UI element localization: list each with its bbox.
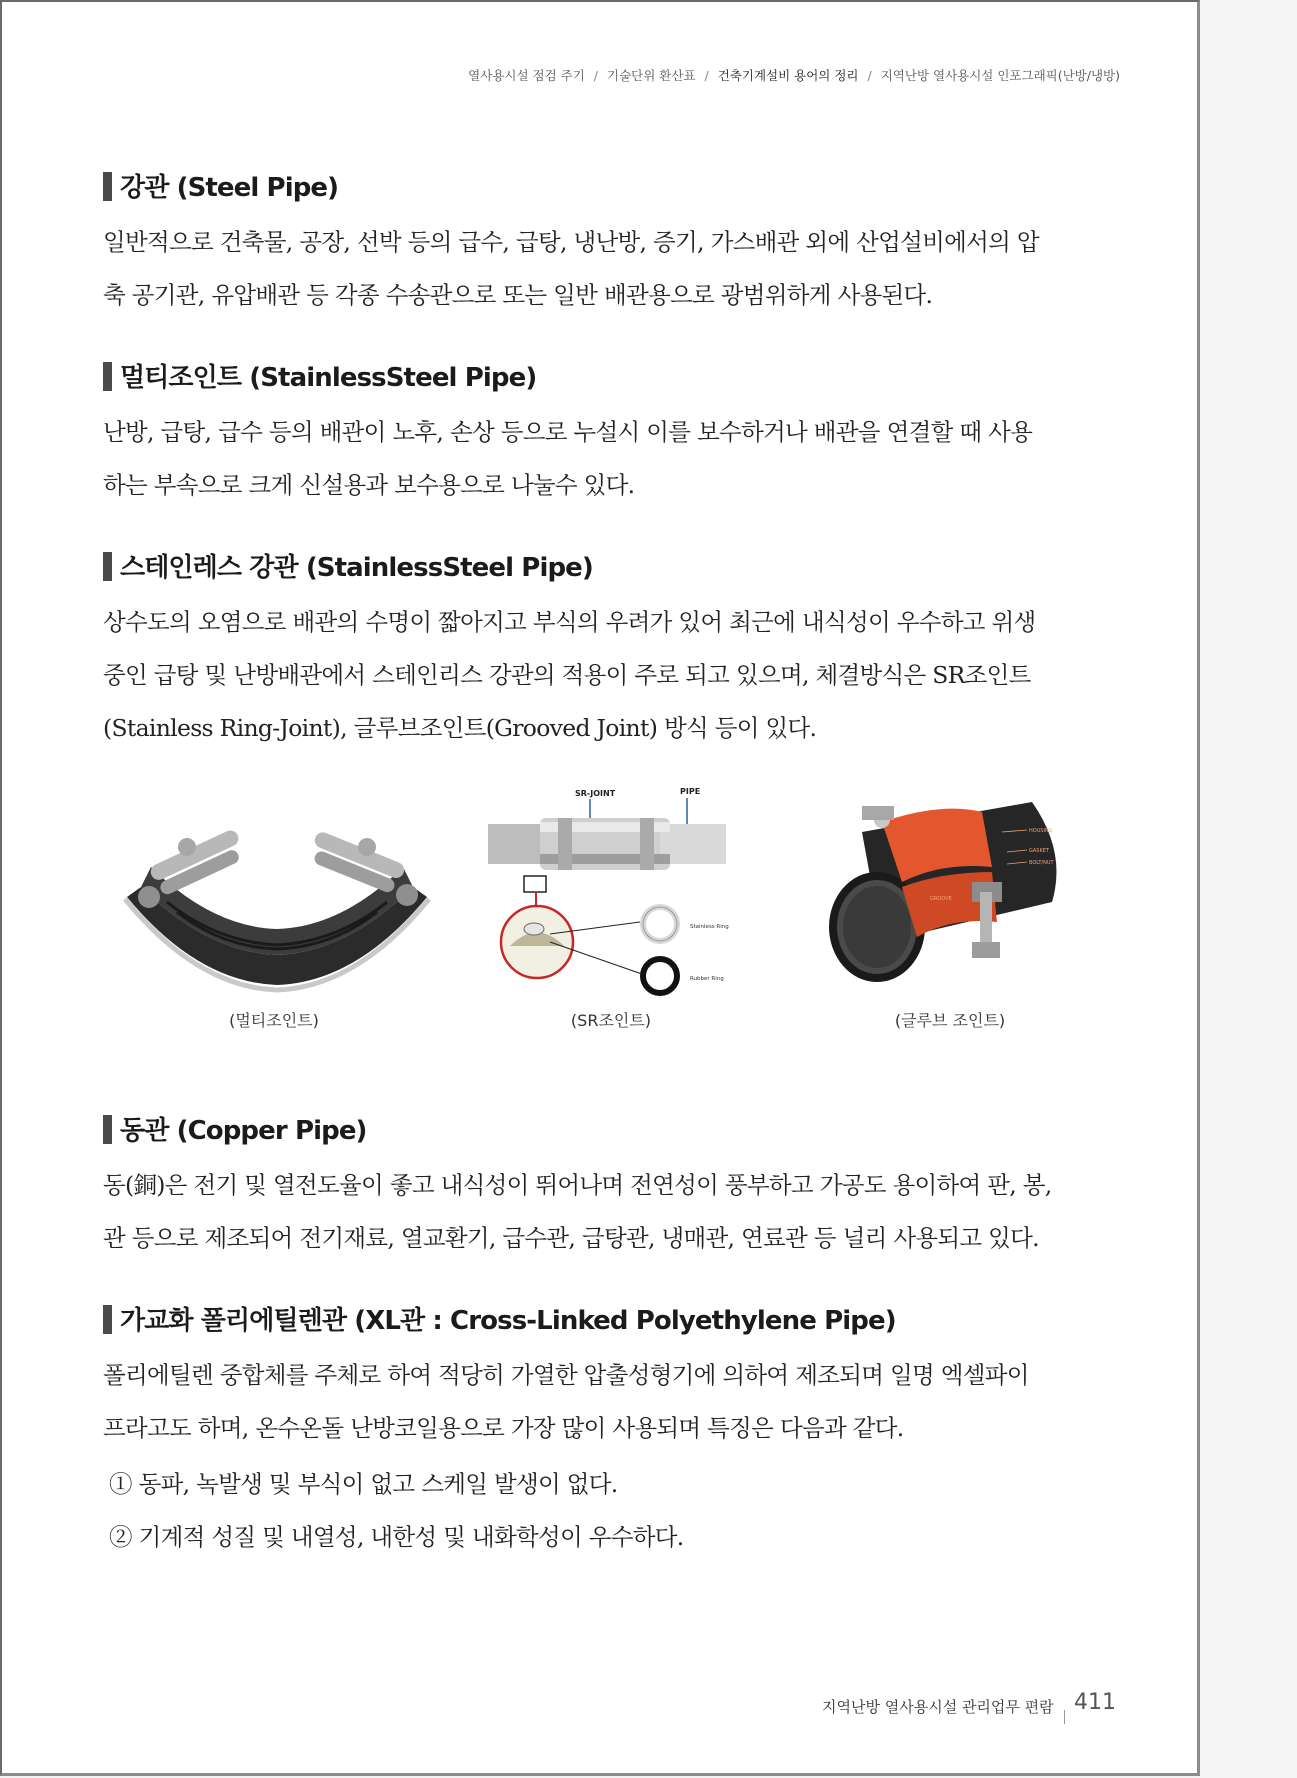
body-line: 하는 부속으로 크게 신설용과 보수용으로 나눌수 있다. bbox=[103, 471, 635, 499]
body-line: 관 등으로 제조되어 전기재료, 열교환기, 급수관, 급탕관, 냉매관, 연료관 등 널리 사용되고 있다. bbox=[103, 1224, 1039, 1252]
section-body-steel-pipe bbox=[103, 216, 1123, 322]
breadcrumb-separator: / bbox=[867, 68, 872, 83]
heading-bar bbox=[103, 172, 112, 201]
body-line: 축 공기관, 유압배관 등 각종 수송관으로 또는 일반 배관용으로 광범위하게 사용된다. bbox=[103, 281, 933, 309]
body-line: 동(銅)은 전기 및 열전도율이 좋고 내식성이 뛰어나며 전연성이 풍부하고 가공도 용이하여 판, 봉, bbox=[103, 1171, 1052, 1199]
groove-label: GROOVE bbox=[930, 896, 952, 902]
body-line: 일반적으로 건축물, 공장, 선박 등의 급수, 급탕, 냉난방, 증기, 가스배관 외에 산업설비에서의 압 bbox=[103, 228, 1039, 256]
section-heading-stainless-pipe bbox=[103, 552, 593, 584]
breadcrumb-item: 기술단위 환산표 bbox=[607, 68, 696, 83]
section-body-stainless-pipe bbox=[103, 596, 1123, 755]
heading-bar bbox=[103, 1305, 112, 1334]
background-margin bbox=[1200, 0, 1297, 1778]
gasket-label: GASKET bbox=[1029, 848, 1049, 854]
footer-divider bbox=[1064, 1710, 1065, 1724]
section-heading-xl-pipe bbox=[103, 1305, 896, 1337]
figure-caption-multi-joint: (멀티조인트) bbox=[229, 1011, 319, 1030]
body-line: (Stainless Ring-Joint), 글루브조인트(Grooved Joint) 방식 등이 있다. bbox=[103, 714, 817, 742]
sr-joint-label: SR-JOINT bbox=[575, 789, 616, 798]
section-body-multi-joint bbox=[103, 406, 1123, 512]
rubber-ring-label: Rubber Ring bbox=[690, 976, 724, 982]
breadcrumb-item: 열사용시설 점검 주기 bbox=[468, 68, 585, 83]
heading-bar bbox=[103, 1115, 112, 1144]
heading-text: 강관 (Steel Pipe) bbox=[120, 173, 339, 203]
housing-label: HOUSING bbox=[1029, 828, 1053, 834]
footer-title: 지역난방 열사용시설 관리업무 편람 bbox=[822, 1698, 1054, 1716]
bolt-nut-label: BOLT/NUT bbox=[1029, 860, 1054, 866]
breadcrumb-item-current: 건축기계설비 용어의 정리 bbox=[717, 68, 859, 83]
section-heading-copper-pipe bbox=[103, 1115, 367, 1147]
section-body-xl-pipe bbox=[103, 1349, 1123, 1455]
heading-text: 동관 (Copper Pipe) bbox=[120, 1116, 367, 1146]
breadcrumb-separator: / bbox=[593, 68, 599, 83]
body-line: 난방, 급탕, 급수 등의 배관이 노후, 손상 등으로 누설시 이를 보수하거나 배관을 연결할 때 사용 bbox=[103, 418, 1033, 446]
list-item: ② 기계적 성질 및 내열성, 내한성 및 내화학성이 우수하다. bbox=[109, 1523, 684, 1551]
heading-bar bbox=[103, 552, 112, 581]
heading-text: 멀티조인트 (StainlessSteel Pipe) bbox=[120, 363, 537, 393]
breadcrumb-separator: / bbox=[704, 68, 709, 83]
multi-joint-image bbox=[117, 807, 437, 1007]
grooved-joint-image bbox=[822, 792, 1082, 1002]
sr-joint-image bbox=[480, 784, 730, 999]
section-heading-multi-joint bbox=[103, 362, 536, 394]
heading-text: 가교화 폴리에틸렌관 (XL관 : Cross-Linked Polyethylene Pipe) bbox=[120, 1306, 896, 1336]
list-item: ① 동파, 녹발생 및 부식이 없고 스케일 발생이 없다. bbox=[109, 1470, 618, 1498]
pipe-label: PIPE bbox=[680, 787, 701, 796]
body-line: 폴리에틸렌 중합체를 주체로 하여 적당히 가열한 압출성형기에 의하여 제조되며 일명 엑셀파이 bbox=[103, 1361, 1029, 1389]
body-line: 상수도의 오염으로 배관의 수명이 짧아지고 부식의 우려가 있어 최근에 내식성이 우수하고 위생 bbox=[103, 608, 1036, 636]
figure-caption-grooved-joint: (글루브 조인트) bbox=[894, 1011, 1006, 1030]
section-heading-steel-pipe bbox=[103, 172, 338, 204]
section-body-copper-pipe bbox=[103, 1159, 1123, 1265]
heading-text: 스테인레스 강관 (StainlessSteel Pipe) bbox=[120, 553, 593, 583]
breadcrumb-item: 지역난방 열사용시설 인포그래픽(난방/냉방) bbox=[880, 68, 1120, 83]
figure-caption-sr-joint: (SR조인트) bbox=[570, 1011, 652, 1030]
stainless-ring-label: Stainless Ring bbox=[690, 924, 729, 930]
heading-bar bbox=[103, 362, 112, 391]
body-line: 중인 급탕 및 난방배관에서 스테인리스 강관의 적용이 주로 되고 있으며, 체결방식은 SR조인트 bbox=[103, 661, 1031, 689]
page-number: 411 bbox=[1074, 1690, 1116, 1715]
breadcrumb bbox=[2, 66, 1120, 84]
body-line: 프라고도 하며, 온수온돌 난방코일용으로 가장 많이 사용되며 특징은 다음과 같다. bbox=[103, 1414, 904, 1442]
